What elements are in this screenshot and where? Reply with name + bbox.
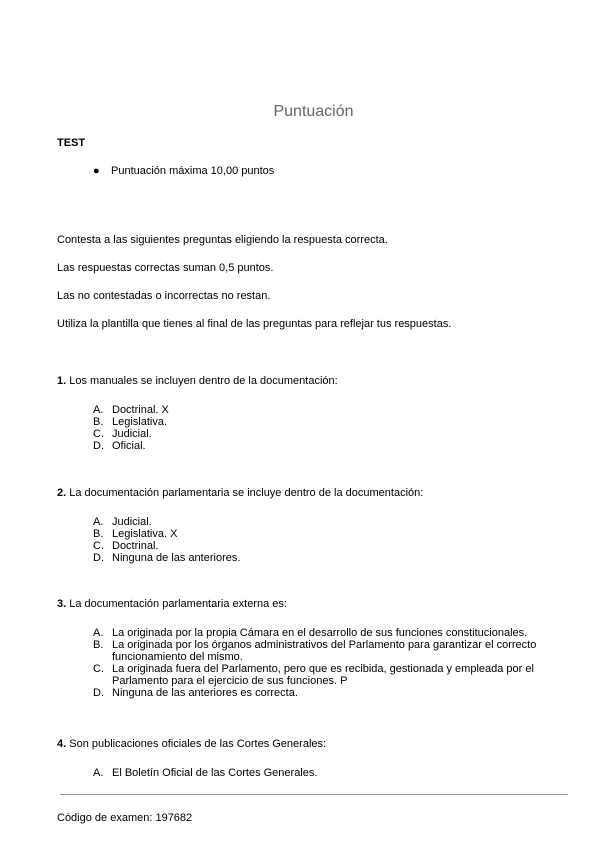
option-text: Judicial.: [112, 516, 152, 528]
question-2: [57, 487, 580, 564]
list-item: [93, 687, 571, 699]
option-letter: B.: [93, 416, 104, 428]
option-text: Ninguna de las anteriores.: [112, 552, 241, 564]
instruction-line: Utiliza la plantilla que tienes al final de las preguntas para reflejar tus respuestas.: [57, 318, 452, 330]
option-letter: A.: [93, 516, 104, 528]
question-stem: [57, 598, 580, 611]
question-stem: [57, 375, 580, 388]
option-text: Judicial.: [112, 428, 152, 440]
question-stem: [57, 738, 580, 751]
options-list: [93, 404, 571, 452]
list-item: [93, 528, 571, 540]
list-item: [93, 552, 571, 564]
list-item: [93, 627, 571, 639]
option-text: Doctrinal.: [112, 540, 159, 552]
question-text: La documentación parlamentaria externa es:: [69, 598, 287, 610]
option-text: Legislativa.: [112, 416, 168, 428]
list-item: [93, 663, 571, 687]
list-item: [93, 404, 571, 416]
bullet-icon: ●: [93, 165, 100, 177]
option-text: La originada por los órganos administrativos del Parlamento para garantizar el correcto funcionamiento del mismo.: [112, 639, 537, 663]
option-letter: A.: [93, 767, 104, 779]
list-item: [93, 440, 571, 452]
question-3: [57, 598, 580, 699]
list-item: [93, 767, 571, 779]
instruction-line: Contesta a las siguientes preguntas eligiendo la respuesta correcta.: [57, 234, 388, 246]
list-item: [93, 540, 571, 552]
question-4: [57, 738, 580, 779]
question-text: La documentación parlamentaria se incluye dentro de la documentación:: [69, 487, 424, 499]
option-letter: B.: [93, 528, 104, 540]
page-title: Puntuación: [273, 103, 354, 120]
option-letter: D.: [93, 440, 104, 452]
question-number: 3.: [57, 598, 67, 610]
option-letter: C.: [93, 540, 104, 552]
option-letter: C.: [93, 428, 104, 440]
question-text: Los manuales se incluyen dentro de la documentación:: [69, 375, 338, 387]
options-list: [93, 767, 571, 779]
option-text: Oficial.: [112, 440, 146, 452]
score-bullet-list: [93, 165, 274, 178]
question-number: 2.: [57, 487, 67, 499]
score-text: Puntuación máxima 10,00 puntos: [111, 165, 275, 177]
list-item: [93, 416, 571, 428]
list-item: [93, 516, 571, 528]
option-letter: D.: [93, 552, 104, 564]
list-item: [93, 428, 571, 440]
option-text: El Boletín Oficial de las Cortes Generales.: [112, 767, 318, 779]
option-letter: B.: [93, 639, 104, 651]
option-letter: D.: [93, 687, 104, 699]
question-number: 4.: [57, 738, 67, 750]
instruction-line: Las respuestas correctas suman 0,5 puntos.: [57, 262, 274, 274]
question-1: [57, 375, 580, 452]
instruction-line: Las no contestadas o incorrectas no restan.: [57, 290, 271, 302]
question-number: 1.: [57, 375, 67, 387]
question-stem: [57, 487, 580, 500]
option-letter: A.: [93, 404, 104, 416]
option-text: La originada por la propia Cámara en el desarrollo de sus funciones constitucionales.: [112, 627, 528, 639]
question-text: Son publicaciones oficiales de las Cortes Generales:: [69, 738, 327, 750]
list-item: [93, 165, 274, 178]
options-list: [93, 516, 571, 564]
option-letter: A.: [93, 627, 104, 639]
option-letter: C.: [93, 663, 104, 675]
section-label: TEST: [57, 137, 86, 149]
option-text: Ninguna de las anteriores es correcta.: [112, 687, 298, 699]
options-list: [93, 627, 571, 699]
footer-divider: [60, 794, 568, 795]
exam-code: Código de examen: 197682: [57, 812, 193, 824]
option-text: La originada fuera del Parlamento, pero que es recibida, gestionada y empleada por el Parlamento para el ejercicio de sus funciones. P: [112, 663, 534, 687]
option-text: Legislativa. X: [112, 528, 178, 540]
list-item: [93, 639, 571, 663]
option-text: Doctrinal. X: [112, 404, 169, 416]
